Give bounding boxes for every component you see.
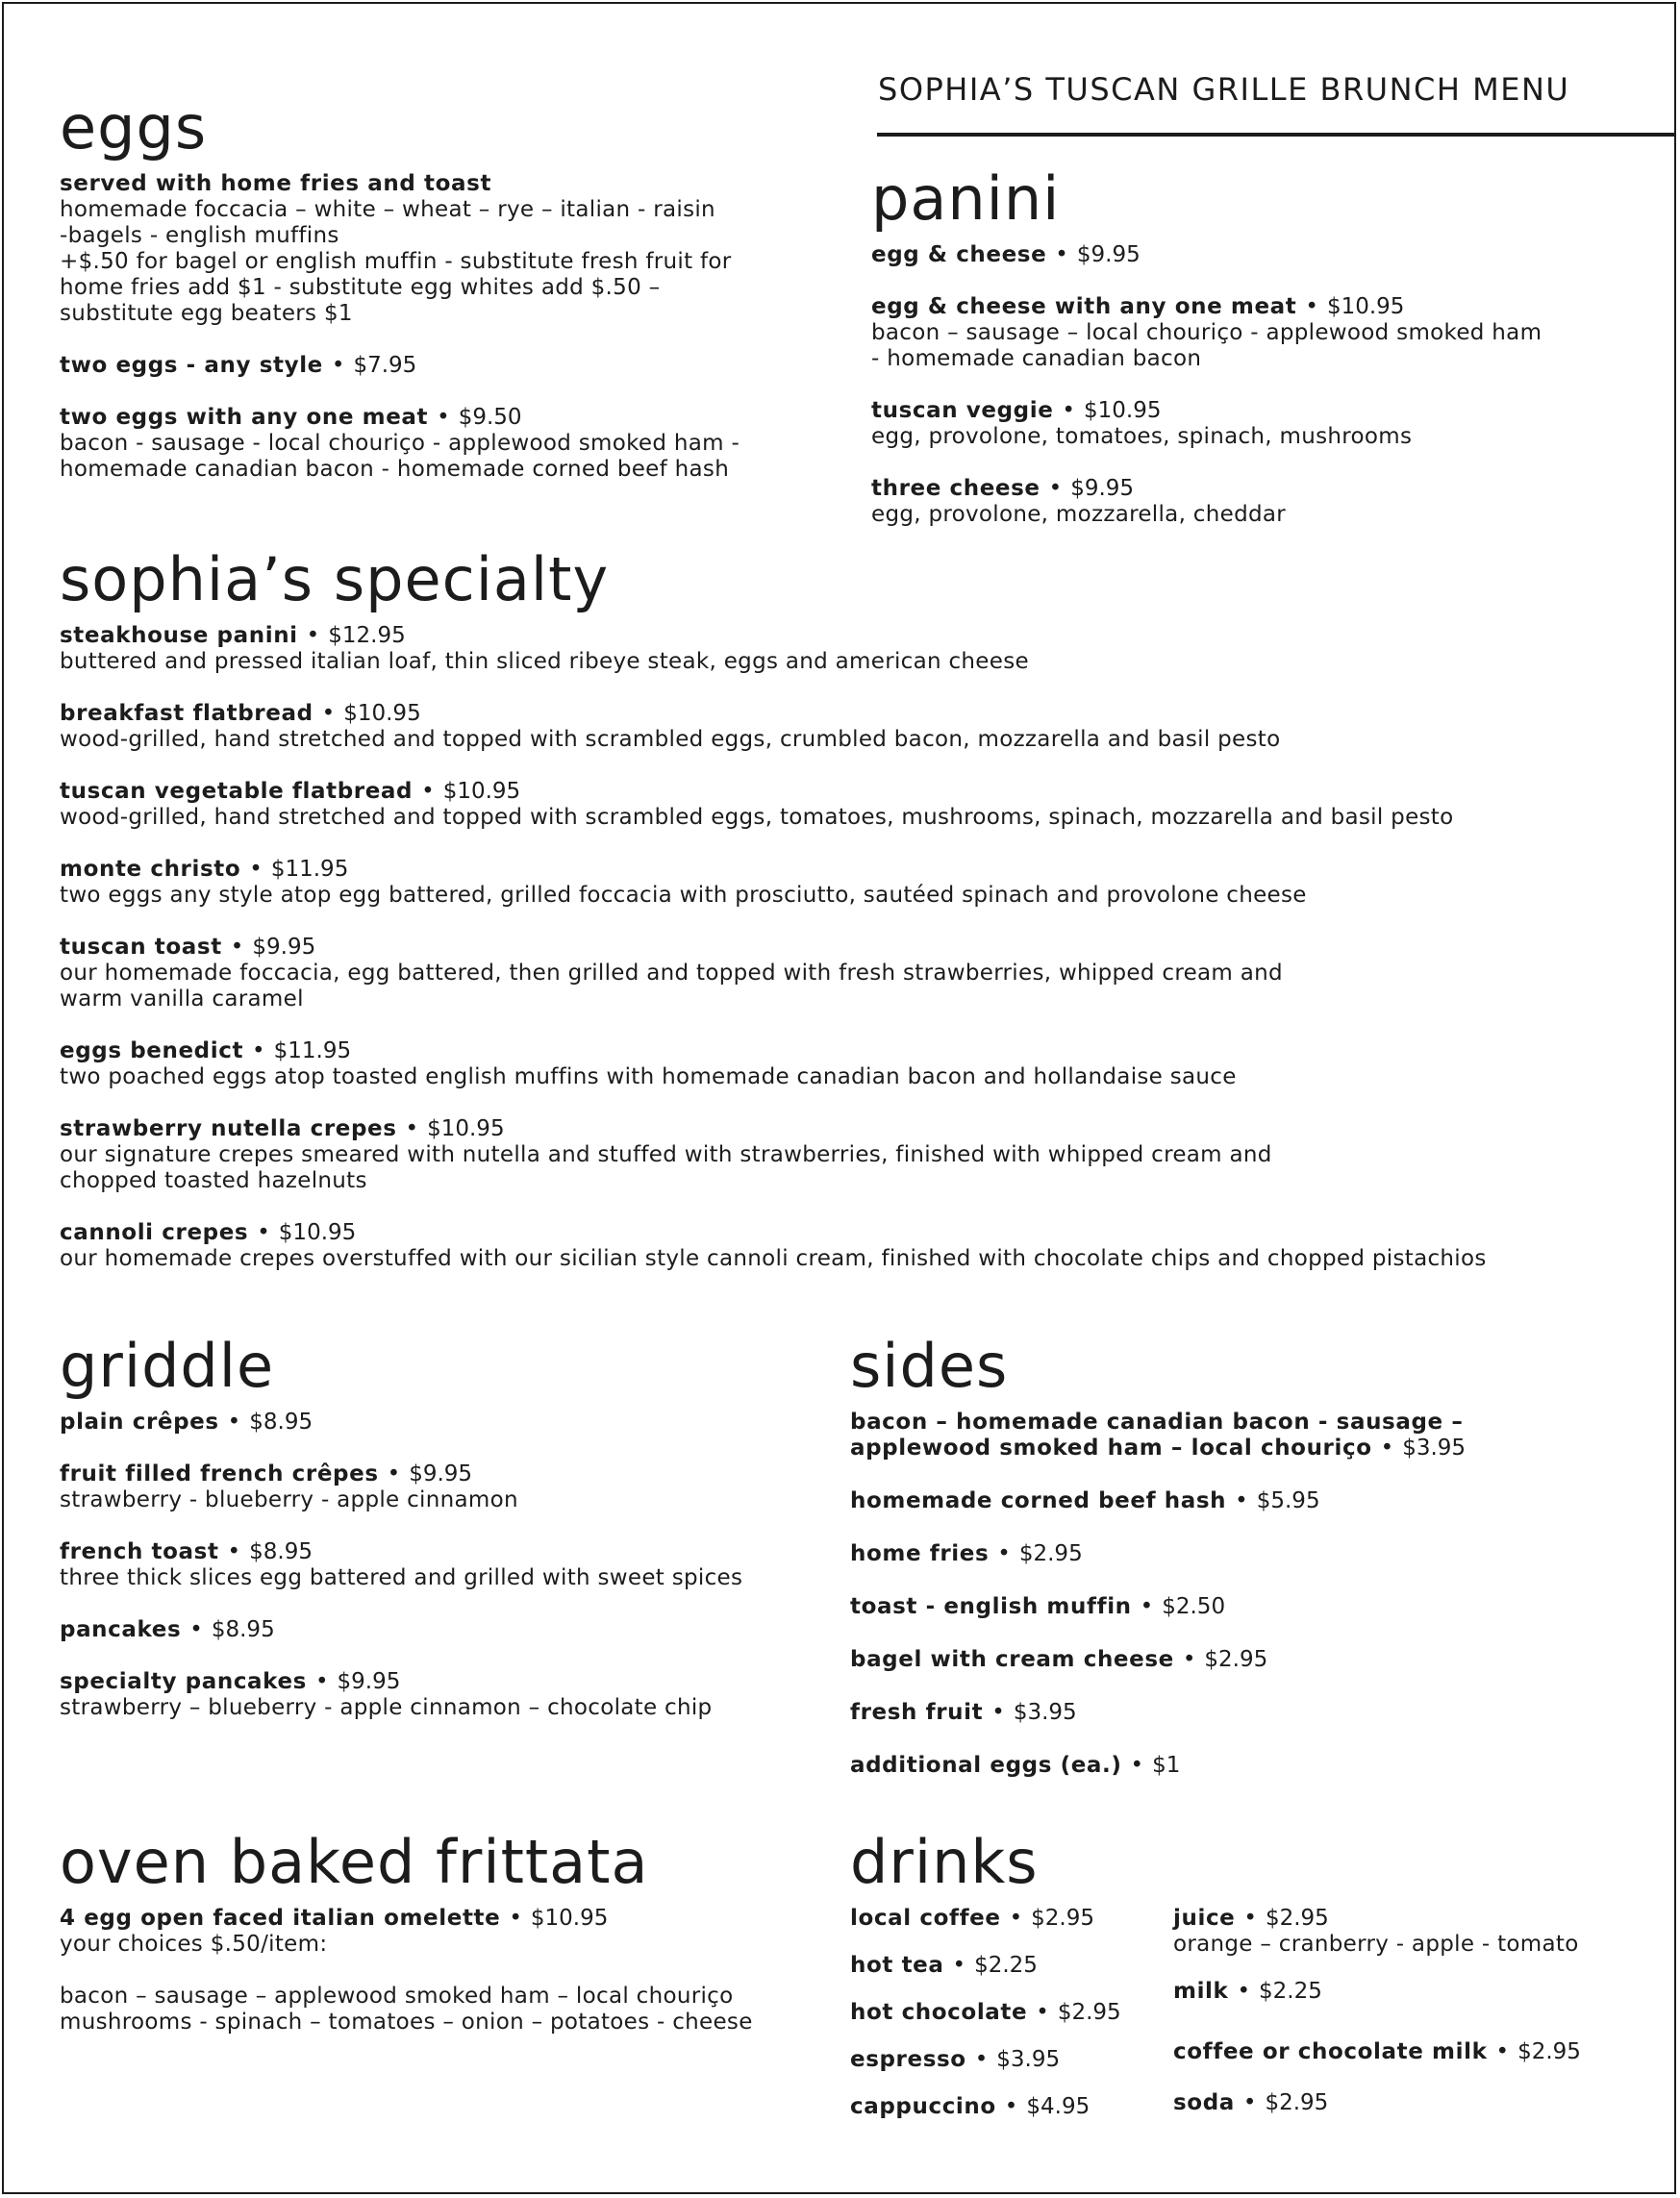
drinks-column-right — [1173, 1906, 1581, 2141]
item-price: $2.95 — [1057, 2000, 1121, 2025]
item-price: $10.95 — [343, 701, 421, 726]
eggs-intro-line: +$.50 for bagel or english muffin - substitute fresh fruit for — [60, 249, 732, 274]
item-price: $10.95 — [442, 779, 521, 804]
item-name: tuscan vegetable flatbread — [60, 779, 414, 804]
menu-item: pancakes • $8.95 — [60, 1617, 275, 1642]
section-title-panini: panini — [871, 163, 1061, 234]
item-description: two eggs any style atop egg battered, grilled foccacia with prosciutto, sautéed spinach and provolone cheese — [60, 883, 1307, 908]
item-price: $8.95 — [249, 1410, 313, 1435]
item-price: $2.95 — [1204, 1647, 1268, 1672]
menu-item: tuscan vegetable flatbread • $10.95 wood-grilled, hand stretched and topped with scrambled eggs, tomatoes, mushrooms, spinach, mozzarella and basil pesto — [60, 779, 1487, 831]
item-price: $2.95 — [1265, 1906, 1329, 1931]
menu-item: juice • $2.95 orange – cranberry - apple - tomato — [1173, 1906, 1581, 1958]
choices-line: mushrooms - spinach – tomatoes – onion – potatoes - cheese — [60, 2010, 753, 2035]
section-title-specialty: sophia’s specialty — [60, 544, 610, 614]
title-rule — [877, 133, 1676, 137]
drinks-column-left — [850, 1906, 1173, 2141]
menu-item: two eggs with any one meat • $9.50 bacon - sausage - local chouriço - applewood smoked ham - homemade canadian bacon - homemade corned beef hash — [60, 405, 740, 482]
item-description: two poached eggs atop toasted english muffins with homemade canadian bacon and hollandaise sauce — [60, 1064, 1237, 1089]
item-price: $9.95 — [252, 935, 316, 960]
menu-item: local coffee • $2.95 — [850, 1906, 1095, 1931]
menu-item: specialty pancakes • $9.95 strawberry – blueberry - apple cinnamon – chocolate chip — [60, 1669, 742, 1721]
item-price: $10.95 — [427, 1116, 505, 1141]
item-price: $10.95 — [530, 1906, 609, 1931]
item-name: two eggs - any style — [60, 353, 323, 378]
eggs-intro-line: substitute egg beaters $1 — [60, 301, 353, 326]
item-description: wood-grilled, hand stretched and topped with scrambled eggs, tomatoes, mushrooms, spinach, mozzarella and basil pesto — [60, 805, 1454, 830]
item-price: $9.95 — [1070, 476, 1135, 501]
item-price: $2.95 — [1031, 1906, 1095, 1931]
choices-label: your choices $.50/item: — [60, 1932, 328, 1957]
item-description: homemade canadian bacon - homemade corned beef hash — [60, 457, 730, 482]
menu-item: steakhouse panini • $12.95 buttered and pressed italian loaf, thin sliced ribeye steak, eggs and american cheese — [60, 623, 1487, 675]
section-title-drinks: drinks — [850, 1827, 1039, 1897]
item-name: fresh fruit — [850, 1700, 984, 1725]
item-description: three thick slices egg battered and grilled with sweet spices — [60, 1565, 743, 1590]
section-frittata — [60, 1827, 753, 2036]
item-name: monte christo — [60, 857, 241, 882]
item-description: egg, provolone, tomatoes, spinach, mushrooms — [871, 424, 1413, 449]
eggs-intro — [60, 171, 740, 327]
item-description: our homemade crepes overstuffed with our sicilian style cannoli cream, finished with chocolate chips and chopped pistachios — [60, 1246, 1487, 1271]
item-name: breakfast flatbread — [60, 701, 313, 726]
item-description: warm vanilla caramel — [60, 987, 304, 1012]
item-description: bacon – sausage – local chouriço - applewood smoked ham — [871, 320, 1542, 345]
item-name: eggs benedict — [60, 1038, 244, 1063]
item-description: wood-grilled, hand stretched and topped with scrambled eggs, crumbled bacon, mozzarella and basil pesto — [60, 727, 1281, 752]
item-description: strawberry – blueberry - apple cinnamon – chocolate chip — [60, 1695, 713, 1720]
item-name: plain crêpes — [60, 1410, 219, 1435]
section-title-sides: sides — [850, 1331, 1009, 1401]
menu-item: additional eggs (ea.) • $1 — [850, 1753, 1181, 1778]
section-drinks — [850, 1827, 1581, 2141]
item-name: cappuccino — [850, 2094, 996, 2119]
menu-item: tuscan veggie • $10.95 egg, provolone, tomatoes, spinach, mushrooms — [871, 398, 1542, 450]
item-price: $10.95 — [278, 1220, 357, 1245]
item-name: fruit filled french crêpes — [60, 1461, 379, 1486]
item-name: home fries — [850, 1541, 990, 1566]
menu-item: fresh fruit • $3.95 — [850, 1700, 1077, 1725]
drinks-columns — [850, 1906, 1581, 2141]
item-name: milk — [1173, 1979, 1229, 2004]
menu-title: SOPHIA’S TUSCAN GRILLE BRUNCH MENU — [878, 71, 1570, 108]
item-price: $7.95 — [353, 353, 417, 378]
item-price: $5.95 — [1256, 1488, 1320, 1513]
item-price: $3.95 — [1013, 1700, 1077, 1725]
item-name: two eggs with any one meat — [60, 405, 429, 430]
item-price: $2.95 — [1517, 2039, 1581, 2064]
menu-item: plain crêpes • $8.95 — [60, 1410, 313, 1435]
item-price: $2.50 — [1162, 1594, 1226, 1619]
item-name: strawberry nutella crepes — [60, 1116, 397, 1141]
menu-item: homemade corned beef hash • $5.95 — [850, 1488, 1320, 1513]
item-name: toast - english muffin — [850, 1594, 1132, 1619]
item-price: $2.95 — [1265, 2090, 1329, 2115]
section-title-frittata: oven baked frittata — [60, 1827, 649, 1897]
eggs-intro-line: homemade foccacia – white – wheat – rye – italian - raisin — [60, 197, 715, 222]
section-sides — [850, 1331, 1467, 1806]
section-griddle — [60, 1331, 743, 1721]
menu-item: eggs benedict • $11.95 two poached eggs atop toasted english muffins with homemade canadian bacon and hollandaise sauce — [60, 1038, 1487, 1090]
menu-item: two eggs - any style • $7.95 — [60, 353, 417, 378]
menu-item: three cheese • $9.95 egg, provolone, mozzarella, cheddar — [871, 476, 1542, 528]
menu-item: bacon – homemade canadian bacon - sausage – applewood smoked ham – local chouriço • $3.95 — [850, 1410, 1467, 1461]
section-title-eggs: eggs — [60, 92, 208, 162]
menu-item: egg & cheese with any one meat • $10.95 bacon – sausage – local chouriço - applewood smoked ham - homemade canadian bacon — [871, 294, 1542, 371]
item-description: our homemade foccacia, egg battered, then grilled and topped with fresh strawberries, whipped cream and — [60, 961, 1283, 986]
choices-line: bacon – sausage – applewood smoked ham – local chouriço — [60, 1984, 734, 2009]
item-description: chopped toasted hazelnuts — [60, 1168, 367, 1193]
item-name: steakhouse panini — [60, 623, 298, 648]
item-name: egg & cheese — [871, 242, 1047, 267]
item-description: bacon - sausage - local chouriço - applewood smoked ham - — [60, 431, 740, 456]
item-name: additional eggs (ea.) — [850, 1753, 1122, 1778]
menu-item: cappuccino • $4.95 — [850, 2094, 1091, 2119]
item-name: juice — [1173, 1906, 1236, 1931]
menu-item: monte christo • $11.95 two eggs any style atop egg battered, grilled foccacia with prosciutto, sautéed spinach and provolone cheese — [60, 857, 1487, 909]
item-price: $12.95 — [328, 623, 406, 648]
menu-item: breakfast flatbread • $10.95 wood-grilled, hand stretched and topped with scrambled eggs, crumbled bacon, mozzarella and basil pesto — [60, 701, 1487, 753]
item-price: $4.95 — [1026, 2094, 1091, 2119]
item-name: tuscan veggie — [871, 398, 1054, 423]
item-name: french toast — [60, 1539, 219, 1564]
item-price: $2.95 — [1018, 1541, 1083, 1566]
item-price: $9.95 — [1076, 242, 1141, 267]
item-name: pancakes — [60, 1617, 182, 1642]
item-price: $10.95 — [1083, 398, 1162, 423]
menu-item: bagel with cream cheese • $2.95 — [850, 1647, 1268, 1672]
item-price: $3.95 — [1402, 1436, 1467, 1461]
menu-item: home fries • $2.95 — [850, 1541, 1083, 1566]
item-price: $11.95 — [273, 1038, 352, 1063]
menu-item: 4 egg open faced italian omelette • $10.95 your choices $.50/item: bacon – sausage – applewood smoked ham – local chouriço mushrooms - spinach – tomatoes – onion – potatoes - cheese — [60, 1906, 753, 2035]
item-price: $1 — [1152, 1753, 1181, 1778]
item-name: soda — [1173, 2090, 1235, 2115]
eggs-intro-heading: served with home fries and toast — [60, 171, 492, 196]
item-name: three cheese — [871, 476, 1041, 501]
item-name: tuscan toast — [60, 935, 222, 960]
menu-item: coffee or chocolate milk • $2.95 — [1173, 2039, 1581, 2064]
item-name: espresso — [850, 2047, 966, 2072]
item-name: cannoli crepes — [60, 1220, 249, 1245]
item-name: bacon – homemade canadian bacon - sausage – — [850, 1410, 1464, 1435]
item-name: coffee or chocolate milk — [1173, 2039, 1488, 2064]
item-name: hot chocolate — [850, 2000, 1028, 2025]
section-specialty — [60, 544, 1487, 1272]
item-description: buttered and pressed italian loaf, thin sliced ribeye steak, eggs and american cheese — [60, 649, 1029, 674]
menu-item: soda • $2.95 — [1173, 2090, 1329, 2115]
menu-item: cannoli crepes • $10.95 our homemade crepes overstuffed with our sicilian style cannoli cream, finished with chocolate chips and chopped pistachios — [60, 1220, 1487, 1271]
item-name: local coffee — [850, 1906, 1001, 1931]
item-name: hot tea — [850, 1953, 944, 1978]
item-price: $2.25 — [974, 1953, 1038, 1978]
item-name: bagel with cream cheese — [850, 1647, 1174, 1672]
item-name: applewood smoked ham – local chouriço — [850, 1436, 1372, 1461]
menu-item: tuscan toast • $9.95 our homemade foccacia, egg battered, then grilled and topped with fresh strawberries, whipped cream and warm vanilla caramel — [60, 935, 1487, 1012]
item-price: $10.95 — [1326, 294, 1405, 319]
item-price: $8.95 — [249, 1539, 313, 1564]
item-price: $8.95 — [211, 1617, 275, 1642]
menu-item: french toast • $8.95 three thick slices egg battered and grilled with sweet spices — [60, 1539, 743, 1590]
menu-item: fruit filled french crêpes • $9.95 strawberry - blueberry - apple cinnamon — [60, 1461, 742, 1513]
eggs-intro-line: -bagels - english muffins — [60, 223, 339, 248]
menu-item: hot tea • $2.25 — [850, 1953, 1038, 1978]
eggs-intro-line: home fries add $1 - substitute egg whites add $.50 – — [60, 275, 661, 300]
menu-item: toast - english muffin • $2.50 — [850, 1594, 1226, 1619]
menu-item: hot chocolate • $2.95 — [850, 2000, 1121, 2025]
item-price: $9.95 — [337, 1669, 401, 1694]
menu-item: egg & cheese • $9.95 — [871, 242, 1141, 267]
item-name: 4 egg open faced italian omelette — [60, 1906, 501, 1931]
item-description: strawberry - blueberry - apple cinnamon — [60, 1487, 518, 1512]
item-description: - homemade canadian bacon — [871, 346, 1202, 371]
item-name: egg & cheese with any one meat — [871, 294, 1297, 319]
item-price: $9.95 — [409, 1461, 473, 1486]
section-eggs — [60, 92, 740, 483]
item-name: homemade corned beef hash — [850, 1488, 1227, 1513]
menu-item: strawberry nutella crepes • $10.95 our signature crepes smeared with nutella and stuffed with strawberries, finished with whipped cream and chopped toasted hazelnuts — [60, 1116, 1487, 1194]
item-description: egg, provolone, mozzarella, cheddar — [871, 502, 1287, 527]
section-title-griddle: griddle — [60, 1331, 275, 1401]
section-panini — [871, 163, 1542, 528]
menu-item: milk • $2.25 — [1173, 1979, 1322, 2004]
item-price: $9.50 — [458, 405, 522, 430]
item-name: specialty pancakes — [60, 1669, 307, 1694]
spacer — [60, 1958, 753, 1984]
item-description: orange – cranberry - apple - tomato — [1173, 1932, 1579, 1957]
item-price: $3.95 — [996, 2047, 1061, 2072]
item-description: our signature crepes smeared with nutella and stuffed with strawberries, finished with whipped cream and — [60, 1142, 1272, 1167]
item-price: $11.95 — [270, 857, 349, 882]
item-price: $2.25 — [1259, 1979, 1322, 2004]
menu-item: espresso • $3.95 — [850, 2047, 1061, 2072]
